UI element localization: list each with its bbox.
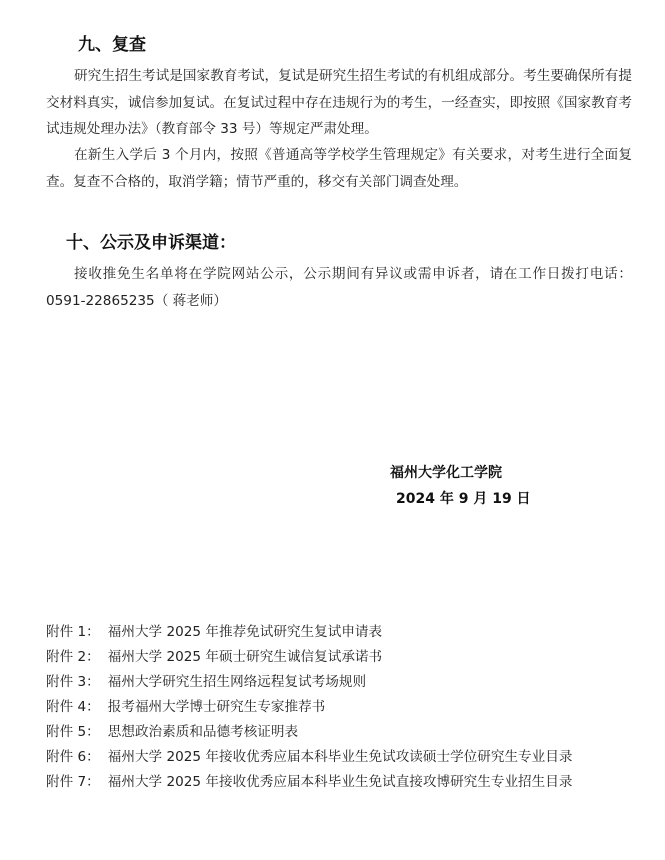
attachment-label: 附件 7： xyxy=(46,774,100,790)
attachment-title: 报考福州大学博士研究生专家推荐书 xyxy=(107,699,326,715)
attachment-label: 附件 2： xyxy=(46,649,100,665)
attachment-title: 福州大学 2025 年接收优秀应届本科毕业生免试攻读硕士学位研究生专业目录 xyxy=(107,749,573,765)
attachment-item xyxy=(46,695,646,720)
section-10-heading: 十、公示及申诉渠道： xyxy=(66,233,236,253)
attachment-item xyxy=(46,620,646,645)
attachment-label: 附件 3： xyxy=(46,674,100,690)
section-9-paragraph-1: 研究生招生考试是国家教育考试，复试是研究生招生考试的有机组成部分。考生要确保所有提交材料真实，诚信参加复试。在复试过程中存在违规行为的考生，一经查实，即按照《国家教育考试违规处理办法》（教育部令 33 号）等规定严肃处理。 xyxy=(46,68,632,137)
attachment-item xyxy=(46,645,646,670)
attachment-item xyxy=(46,770,646,795)
attachment-list xyxy=(46,620,646,795)
attachment-title: 思想政治素质和品德考核证明表 xyxy=(107,724,299,740)
attachment-title: 福州大学 2025 年硕士研究生诚信复试承诺书 xyxy=(107,649,383,665)
attachment-item xyxy=(46,720,646,745)
signature-organization: 福州大学化工学院 xyxy=(390,465,502,481)
attachment-label: 附件 1： xyxy=(46,624,100,640)
attachment-label: 附件 4： xyxy=(46,699,100,715)
section-9-paragraph-2: 在新生入学后 3 个月内，按照《普通高等学校学生管理规定》有关要求，对考生进行全面复查。复查不合格的，取消学籍；情节严重的，移交有关部门调查处理。 xyxy=(46,147,632,190)
section-9-heading: 九、复查 xyxy=(78,35,146,55)
attachment-item xyxy=(46,670,646,695)
attachment-title: 福州大学 2025 年推荐免试研究生复试申请表 xyxy=(107,624,383,640)
section-10-paragraph: 接收推免生名单将在学院网站公示，公示期间有异议或需申诉者，请在工作日拨打电话：0591-22865235（ 蒋老师） xyxy=(46,266,632,309)
attachment-title: 福州大学 2025 年接收优秀应届本科毕业生免试直接攻博研究生专业招生目录 xyxy=(107,774,573,790)
attachment-label: 附件 5： xyxy=(46,724,100,740)
attachment-label: 附件 6： xyxy=(46,749,100,765)
attachment-title: 福州大学研究生招生网络远程复试考场规则 xyxy=(107,674,367,690)
signature-date: 2024 年 9 月 19 日 xyxy=(396,491,531,507)
attachment-item xyxy=(46,745,646,770)
